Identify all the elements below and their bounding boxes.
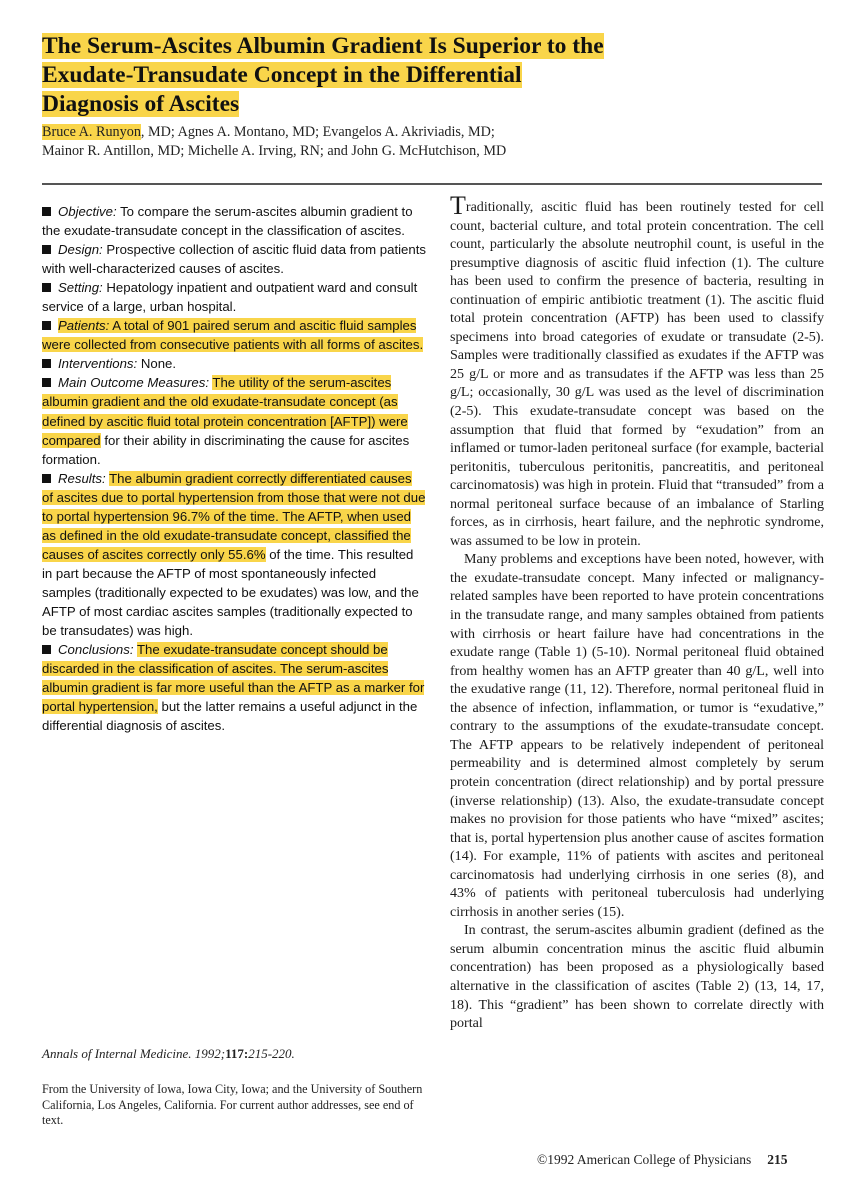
- title-line-3: Diagnosis of Ascites: [42, 91, 240, 117]
- abstract-label: Interventions:: [58, 356, 138, 372]
- article-title: [42, 32, 722, 119]
- paragraph-text: raditionally, ascitic fluid has been routinely tested for cell count, bacterial culture, and total protein concentration. The cell count, particularly the absolute neutrophil count, is useful in the presumptive diagnosis of ascitic fluid infection (1). The culture has been used to confirm the presence of bacteria, resulting in continuation of empiric antibiotic treatment (1). The ascitic fluid total protein concentration (AFTP) has been used to classify specimens into broad categories of exudate or transudate (2-5). Samples were traditionally classified as exudates if the AFTP was 25 g/L or more and as transudates if the AFTP was less than 25 g/L; occasionally, 30 g/L was used as the level of discrimination (2-5). This exudate-transudate concept was based on the assumption that fluid that formed by “exudation” from an inflamed or tumor-laden peritoneal surface (for example, bacterial peritonitis, tuberculous peritonitis, pancreatitis, and peritoneal carcinomatosis) was high in protein. Fluid that “transuded” from a normal peritoneal surface because of an imbalance of Starling forces, as in cirrhosis, heart failure, and the nephrotic syndrome, was assumed to be low in protein.: [450, 199, 824, 549]
- body-paragraph-1: [450, 191, 824, 550]
- abstract-text-highlighted: The utility of the serum-ascites albumin gradient and the old exudate-transudate concept (as defined by ascitic fluid total protein concentration [AFTP]) were compared: [42, 375, 408, 448]
- abstract-text-highlighted: The albumin gradient correctly differentiated causes of ascites due to portal hypertension from those that were not due to portal hypertension 96.7% of the time. The AFTP, when used as defined in the old exudate-transudate concept, classified the causes of ascites correctly only 55.6%: [42, 470, 426, 562]
- first-author: Bruce A. Runyon: [42, 124, 141, 140]
- page-footer: [537, 1152, 787, 1168]
- abstract-objective: [42, 202, 426, 240]
- author-line-1-rest: , MD; Agnes A. Montano, MD; Evangelos A. Akriviadis, MD;: [140, 124, 495, 140]
- abstract-label: Main Outcome Measures:: [58, 375, 209, 391]
- abstract-text: for their ability in discriminating the cause for ascites formation.: [42, 432, 410, 467]
- abstract-text: Hepatology inpatient and outpatient ward and consult service of a large, urban hospital.: [42, 280, 418, 315]
- page-number: 215: [767, 1152, 788, 1167]
- abstract-design: [42, 240, 426, 278]
- affiliation-note: From the University of Iowa, Iowa City, Iowa; and the University of Southern California, Los Angeles, California. For current author addresses, see end of text.: [42, 1082, 423, 1127]
- abstract-outcome-measures: [42, 373, 426, 468]
- header-divider: [42, 183, 822, 185]
- abstract-text: Prospective collection of ascitic fluid data from patients with well-characterized causes of ascites.: [42, 242, 426, 277]
- bullet-square-icon: [42, 245, 51, 254]
- abstract-interventions: [42, 354, 426, 373]
- abstract-text: None.: [137, 356, 177, 372]
- journal-year: 1992;: [194, 1046, 226, 1061]
- abstract-label: Results:: [58, 470, 106, 486]
- bullet-square-icon: [42, 359, 51, 368]
- copyright-notice: ©1992 American College of Physicians: [537, 1152, 752, 1167]
- bullet-square-icon: [42, 207, 51, 216]
- drop-cap: T: [450, 191, 466, 220]
- bullet-square-icon: [42, 378, 51, 387]
- abstract-label: Patients:: [58, 318, 110, 334]
- body-paragraph-2: Many problems and exceptions have been noted, however, with the exudate-transudate concept. Many infected or malignancy-related samples have been reported to have protein concentrations in the transudate range, and many samples obtained from patients with cirrhosis or heart failure have had concentrations in the exudate range (Table 1) (5-10). Normal peritoneal fluid obtained from healthy women has an AFTP greater than 40 g/L, well into the exudative range (11, 12). Therefore, normal peritoneal fluid in the absence of infection, inflammation, or tumor is “exudative,” contrary to the assumptions of the exudate-transudate concept. The AFTP appears to be relatively independent of peritoneal permeability and is determined almost completely by serum protein concentration (direct relationship) and by portal pressure (inverse relationship) (13). Also, the exudate-transudate concept makes no provision for those patients who have “mixed” ascites; that is, portal hypertension plus another cause of ascites formation (14). For example, 11% of patients with ascites and peritoneal carcinomatosis had underlying cirrhosis in one series (8), and 43% of patients with peritoneal tuberculosis had underlying cirrhosis in another series (15).: [450, 551, 824, 920]
- abstract-patients: [42, 316, 426, 354]
- abstract-label: Conclusions:: [58, 642, 134, 658]
- bullet-square-icon: [42, 645, 51, 654]
- abstract-results: [42, 469, 426, 640]
- bullet-square-icon: [42, 321, 51, 330]
- body-paragraph-3: In contrast, the serum-ascites albumin gradient (defined as the serum albumin concentration minus the ascitic fluid albumin concentration) has been proposed as a physiologically based alternative in the classification of ascites (Table 2) (13, 14, 17, 18). This “gradient” has been shown to correlate directly with portal: [450, 922, 824, 1032]
- abstract-label: Objective:: [58, 204, 117, 219]
- journal-volume: 117:: [225, 1046, 249, 1061]
- abstract-text: To compare the serum-ascites albumin gradient to the exudate-transudate concept in the classification of ascites.: [42, 204, 413, 239]
- abstract-text: A total of 901 paired serum and ascitic fluid samples were collected from consecutive patients with all forms of ascites.: [42, 318, 424, 353]
- abstract-conclusions: [42, 640, 426, 735]
- title-line-1: The Serum-Ascites Albumin Gradient Is Superior to the: [42, 33, 604, 59]
- abstract-text-highlighted: The exudate-transudate concept should be discarded in the classification of ascites. The serum-ascites albumin gradient is far more useful than the AFTP as a marker for portal hypertension,: [42, 642, 425, 715]
- author-list: [42, 123, 762, 161]
- bullet-square-icon: [42, 474, 51, 483]
- abstract-text: of the time. This resulted in part because the AFTP of most spontaneously infected samples (traditionally expected to be exudates) was low, and the AFTP of most cardiac ascites samples (traditionally expected to be transudates) was high.: [42, 546, 419, 639]
- structured-abstract: [42, 202, 426, 735]
- body-text: [450, 191, 824, 1033]
- bullet-square-icon: [42, 283, 51, 292]
- abstract-setting: [42, 278, 426, 316]
- abstract-text: but the latter remains a useful adjunct in the differential diagnosis of ascites.: [42, 699, 418, 734]
- author-line-2: Mainor R. Antillon, MD; Michelle A. Irving, RN; and John G. McHutchison, MD: [42, 143, 507, 159]
- abstract-label: Setting:: [58, 280, 103, 296]
- journal-name: Annals of Internal Medicine.: [42, 1046, 192, 1061]
- title-line-2: Exudate-Transudate Concept in the Differential: [42, 62, 522, 88]
- abstract-label: Design:: [58, 242, 103, 258]
- journal-pages: 215-220.: [248, 1046, 295, 1061]
- journal-citation: [42, 1046, 432, 1062]
